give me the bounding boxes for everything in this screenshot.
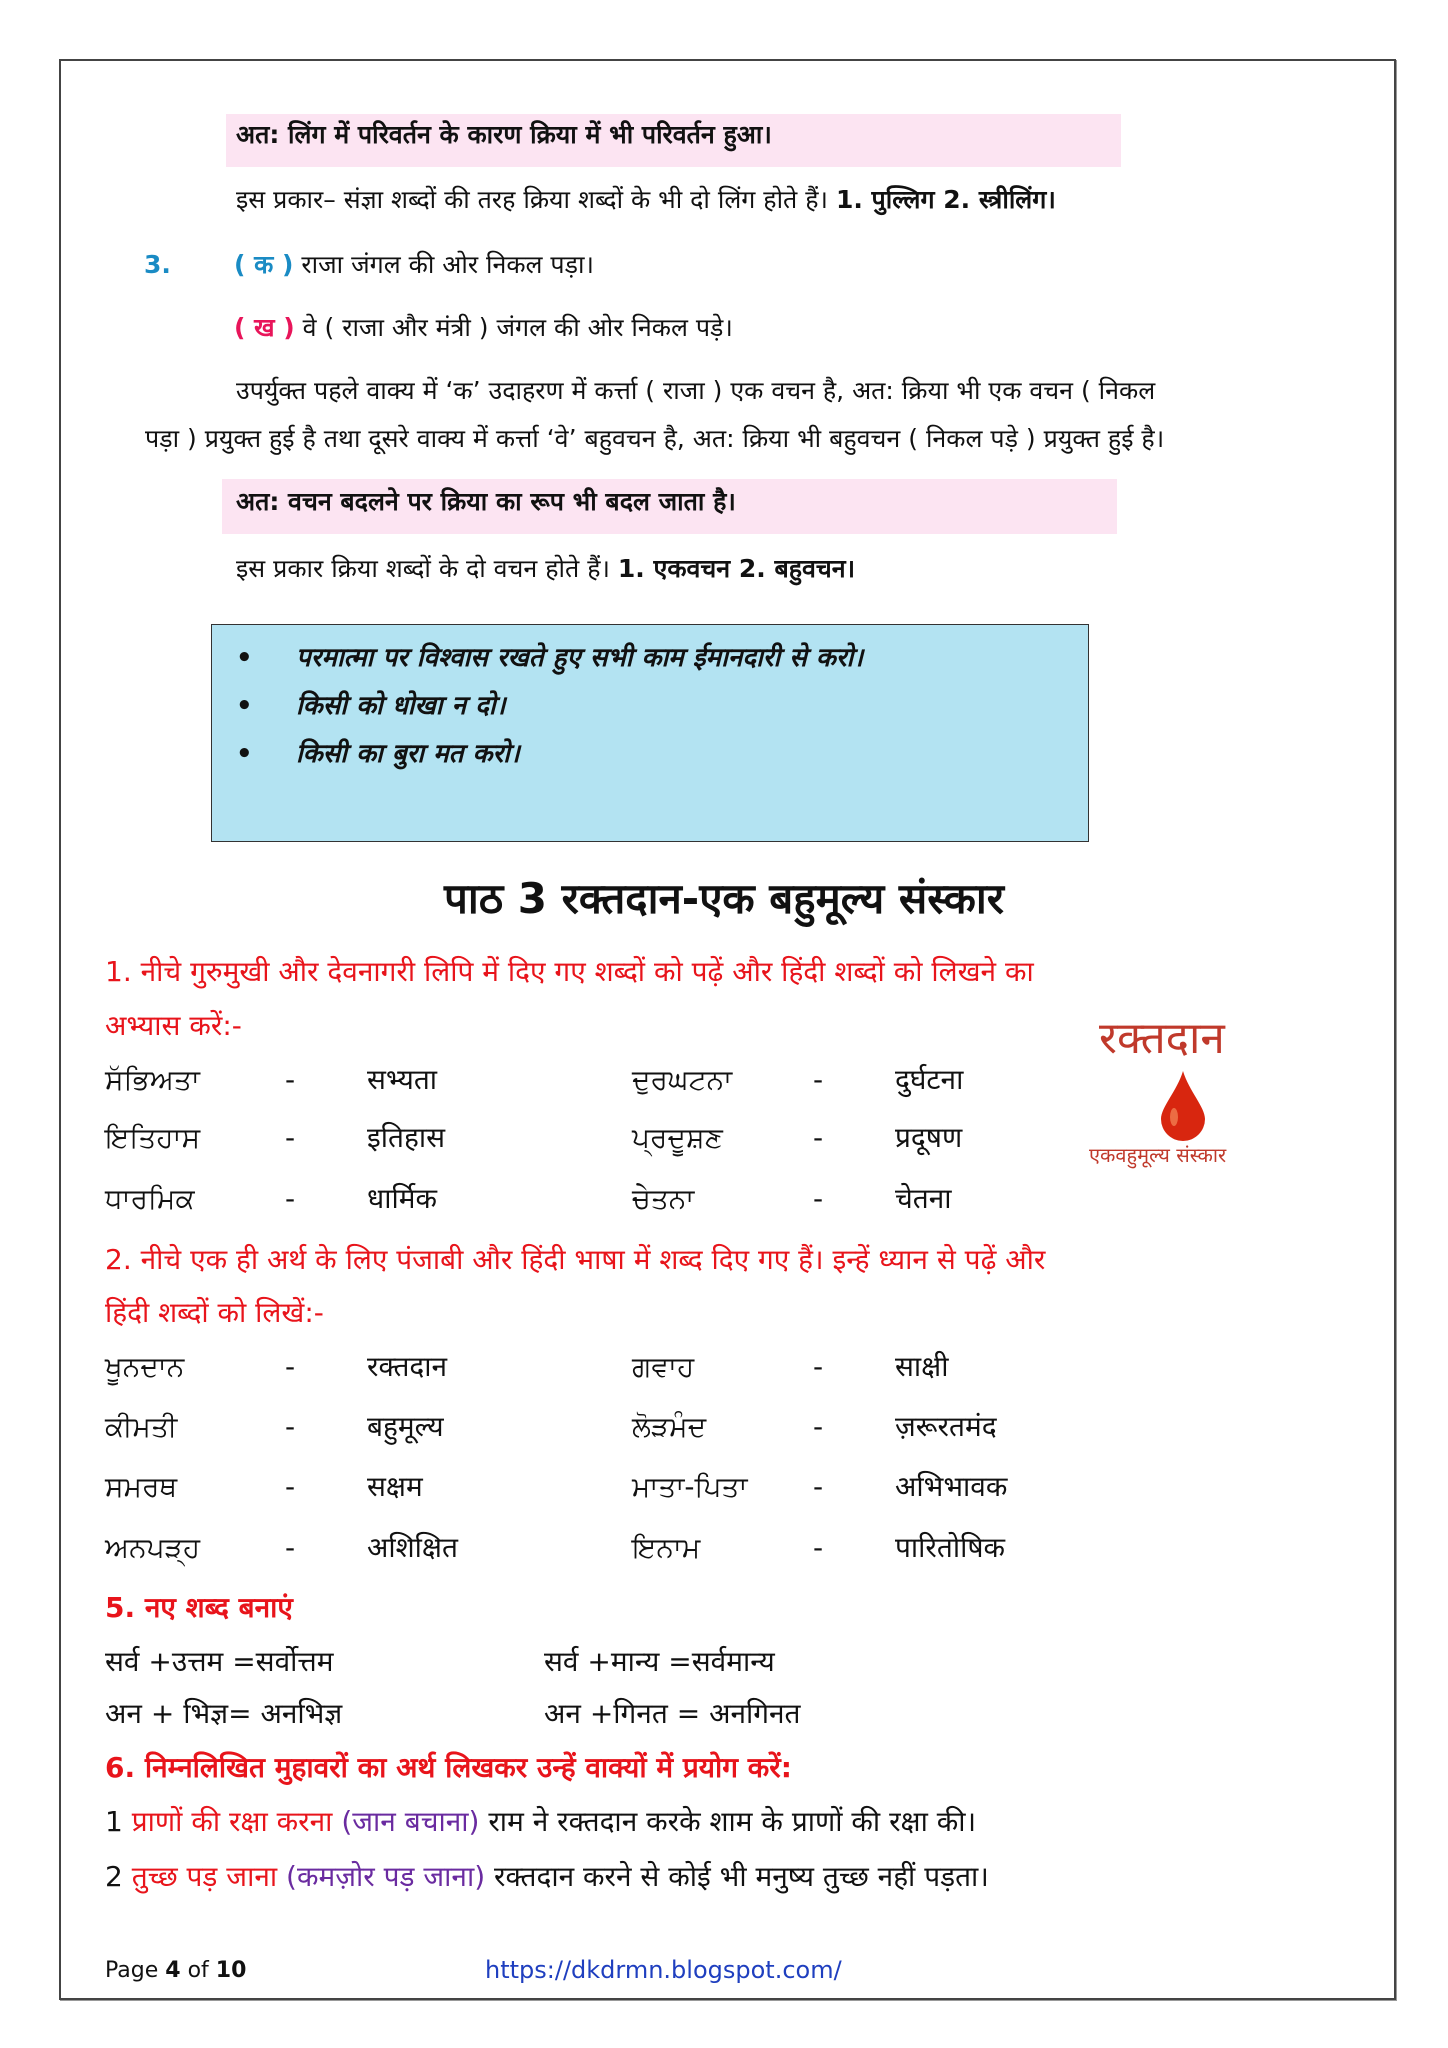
q2-heading-line-1: 2. नीचे एक ही अर्थ के लिए पंजाबी और हिंदी भाषा में शब्द दिए गए हैं। इन्हें ध्यान से पढ़ें और: [105, 1243, 1046, 1276]
punjabi-word: ਧਾਰਮਿਕ: [105, 1182, 195, 1215]
kha-text: वे ( राजा और मंत्री ) जंगल की ओर निकल पड़े।: [302, 313, 733, 342]
hindi-word: चेतना: [895, 1182, 952, 1215]
hindi-word: प्रदूषण: [895, 1121, 963, 1154]
dash-separator: -: [813, 1350, 824, 1383]
punjabi-word: ਮਾਤਾ-ਪਿਤਾ: [632, 1470, 748, 1503]
gender-summary-text: इस प्रकार– संज्ञा शब्दों की तरह क्रिया शब्दों के भी दो लिंग होते हैं।: [236, 185, 828, 214]
hindi-word: सक्षम: [367, 1470, 423, 1503]
value-item: परमात्मा पर विश्वास रखते हुए सभी काम ईमानदारी से करो।: [296, 643, 864, 673]
dash-separator: -: [285, 1182, 296, 1215]
page-number: [105, 1960, 246, 1982]
item-number-3: 3.: [144, 250, 171, 279]
bullet-icon: •: [236, 691, 253, 721]
dash-separator: -: [813, 1182, 824, 1215]
kha-label: ( ख ): [234, 313, 295, 342]
hindi-word: धार्मिक: [367, 1182, 437, 1215]
number-list: 1. एकवचन 2. बहुवचन।: [617, 554, 856, 583]
punjabi-word: ਅਨਪੜ੍ਹ: [105, 1531, 201, 1564]
dash-separator: -: [285, 1063, 296, 1096]
idiom-meaning: (कमज़ोर पड़ जाना): [286, 1860, 486, 1893]
punjabi-word: ਇਤਿਹਾਸ: [105, 1121, 201, 1154]
punjabi-word: ਇਨਾਮ: [632, 1531, 701, 1564]
dash-separator: -: [285, 1470, 296, 1503]
idiom-item: [105, 1860, 989, 1893]
example-kha: [234, 315, 733, 340]
dash-separator: -: [285, 1350, 296, 1383]
punjabi-word: ਗਵਾਹ: [632, 1350, 695, 1383]
current-page: 4: [165, 1958, 181, 1983]
dash-separator: -: [813, 1410, 824, 1443]
hindi-word: बहुमूल्य: [367, 1410, 444, 1443]
hindi-word: ज़रूरतमंद: [895, 1410, 997, 1443]
bullet-icon: •: [236, 643, 253, 673]
dash-separator: -: [813, 1063, 824, 1096]
explanation-line-2: पड़ा ) प्रयुक्त हुई है तथा दूसरे वाक्य में कर्त्ता ‘वे’ बहुवचन है, अत: क्रिया भी बहुवचन ( निकल पड़े ) प्रयुक्त हुई है।: [145, 424, 1165, 453]
punjabi-word: ਚੇਤਨਾ: [632, 1182, 695, 1215]
gender-summary: [236, 187, 1056, 212]
number-summary: [236, 556, 855, 581]
highlight-text-1: अत: लिंग में परिवर्तन के कारण क्रिया में भी परिवर्तन हुआ।: [236, 120, 772, 149]
idiom-number: 1: [105, 1805, 123, 1838]
idiom: तुच्छ पड़ जाना: [131, 1860, 278, 1893]
idiom: प्राणों की रक्षा करना: [131, 1805, 333, 1838]
hindi-word: इतिहास: [367, 1121, 446, 1154]
idiom-item: [105, 1805, 977, 1838]
page-label: Page: [105, 1958, 166, 1983]
word-formation: अन +गिनत = अनगिनत: [544, 1697, 801, 1730]
idiom-number: 2: [105, 1860, 123, 1893]
punjabi-word: ਖੂਨਦਾਨ: [105, 1350, 185, 1383]
explanation-line-1: उपर्युक्त पहले वाक्य में ‘क’ उदाहरण में कर्त्ता ( राजा ) एक वचन है, अत: क्रिया भी एक वचन ( निकल: [236, 376, 1156, 405]
logo-subtitle: एकवहुमूल्य संस्कार: [1089, 1143, 1227, 1167]
hindi-word: सभ्यता: [367, 1063, 438, 1096]
punjabi-word: ਸਮਰਥ: [105, 1470, 178, 1503]
bullet-icon: •: [236, 739, 253, 769]
word-formation: सर्व +मान्य =सर्वमान्य: [544, 1645, 775, 1678]
dash-separator: -: [813, 1121, 824, 1154]
q5-heading: 5. नए शब्द बनाएं: [105, 1591, 293, 1624]
hindi-word: पारितोषिक: [895, 1531, 1006, 1564]
blood-drop-icon: [1157, 1069, 1209, 1141]
blood-donation-logo: [1089, 1013, 1279, 1174]
dash-separator: -: [813, 1531, 824, 1564]
q1-heading-line-1: 1. नीचे गुरुमुखी और देवनागरी लिपि में दिए गए शब्दों को पढ़ें और हिंदी शब्दों को लिखने का: [105, 955, 1034, 988]
q2-heading-line-2: हिंदी शब्दों को लिखें:-: [105, 1296, 324, 1329]
dash-separator: -: [285, 1121, 296, 1154]
gender-list: 1. पुल्लिग 2. स्त्रीलिंग।: [835, 185, 1056, 214]
dash-separator: -: [285, 1410, 296, 1443]
dash-separator: -: [813, 1470, 824, 1503]
punjabi-word: ਕੀਮਤੀ: [105, 1410, 178, 1443]
hindi-word: साक्षी: [895, 1350, 949, 1383]
hindi-word: दुर्घटना: [895, 1063, 964, 1096]
punjabi-word: ਪ੍ਰਦੂਸ਼ਣ: [632, 1121, 723, 1154]
total-pages: 10: [215, 1958, 247, 1983]
dash-separator: -: [285, 1531, 296, 1564]
hindi-word: अभिभावक: [895, 1470, 1008, 1503]
idiom-meaning: (जान बचाना): [341, 1805, 480, 1838]
ka-label: ( क ): [234, 250, 294, 279]
idiom-sentence: रक्तदान करने से कोई भी मनुष्य तुच्छ नहीं पड़ता।: [494, 1860, 989, 1893]
value-item: किसी का बुरा मत करो।: [296, 739, 520, 769]
logo-title: रक्तदान: [1099, 1013, 1225, 1064]
value-item: किसी को धोखा न दो।: [296, 691, 506, 721]
lesson-title: पाठ 3 रक्तदान-एक बहुमूल्य संस्कार: [444, 874, 1004, 923]
ka-text: राजा जंगल की ओर निकल पड़ा।: [301, 250, 594, 279]
punjabi-word: ਦੁਰਘਟਨਾ: [632, 1063, 733, 1096]
hindi-word: अशिक्षित: [367, 1531, 458, 1564]
hindi-word: रक्तदान: [367, 1350, 448, 1383]
blog-url-link[interactable]: https://dkdrmn.blogspot.com/: [485, 1956, 842, 1984]
highlight-text-2: अत: वचन बदलने पर क्रिया का रूप भी बदल जाता है।: [236, 487, 736, 516]
number-summary-text: इस प्रकार क्रिया शब्दों के दो वचन होते हैं।: [236, 554, 610, 583]
example-ka: [234, 252, 594, 277]
punjabi-word: ਲੋੜਮੰਦ: [632, 1410, 707, 1443]
word-formation: सर्व +उत्तम =सर्वोत्तम: [105, 1645, 334, 1678]
idiom-sentence: राम ने रक्तदान करके शाम के प्राणों की रक्षा की।: [488, 1805, 977, 1838]
word-formation: अन + भिज्ञ= अनभिज्ञ: [105, 1697, 343, 1730]
punjabi-word: ਸੱਭਿਅਤਾ: [105, 1063, 200, 1096]
page-of: of: [180, 1958, 216, 1983]
q1-heading-line-2: अभ्यास करें:-: [105, 1009, 242, 1042]
q6-heading: 6. निम्नलिखित मुहावरों का अर्थ लिखकर उन्हें वाक्यों में प्रयोग करें:: [105, 1751, 792, 1784]
